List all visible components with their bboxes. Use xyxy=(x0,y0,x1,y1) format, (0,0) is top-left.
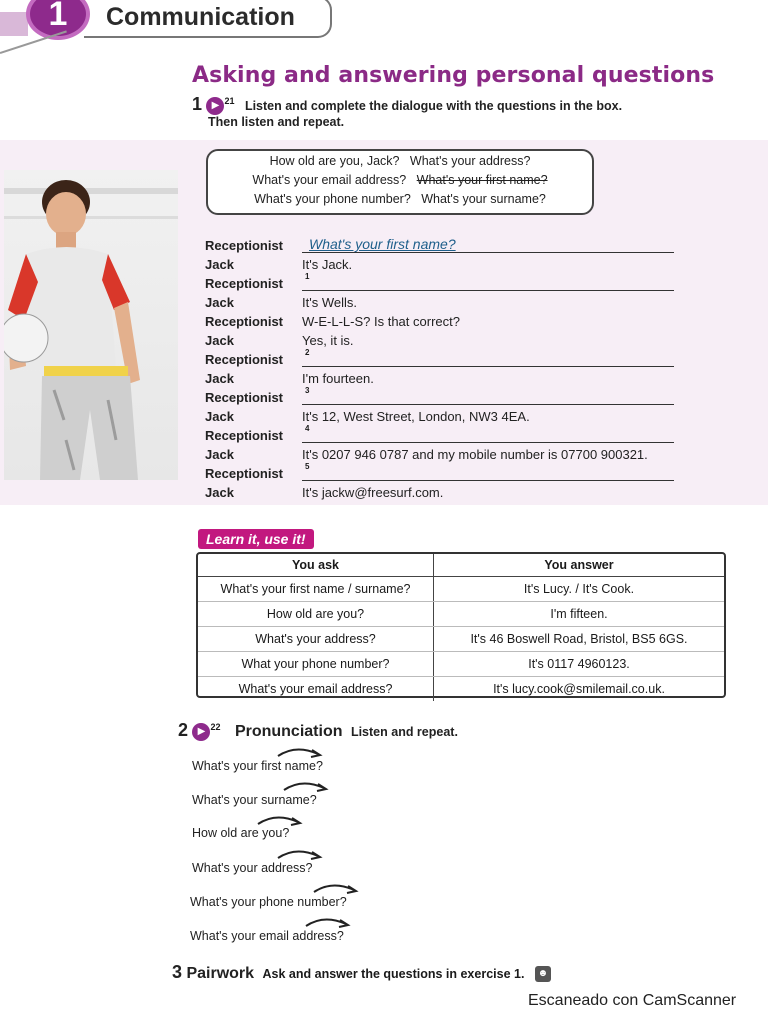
dialogue-text: It's jackw@freesurf.com. xyxy=(302,485,444,500)
table-row xyxy=(198,652,724,677)
boy-illustration xyxy=(4,170,178,480)
learn-table-grid xyxy=(198,554,724,701)
exercise1-track: 21 xyxy=(224,95,235,106)
speaker: Receptionist xyxy=(205,466,284,481)
table-cell: What's your first name / surname? xyxy=(198,577,434,602)
blank-number: 3 xyxy=(305,386,310,395)
exercise1-number: 1 xyxy=(192,94,203,114)
dialogue-text: It's Wells. xyxy=(302,295,357,310)
speaker: Receptionist xyxy=(205,238,284,253)
speaker: Jack xyxy=(205,257,234,272)
dialogue-row xyxy=(205,485,705,504)
dialogue-row xyxy=(205,371,705,390)
intonation-arrow-icon xyxy=(312,880,360,896)
speaker: Receptionist xyxy=(205,428,284,443)
dialogue-row xyxy=(205,462,705,485)
blank-number: 1 xyxy=(305,272,310,281)
pairwork-icon: ☻ xyxy=(535,966,551,982)
answer-line[interactable] xyxy=(302,480,674,481)
dialogue-text: Yes, it is. xyxy=(302,333,354,348)
dialogue-row xyxy=(205,424,705,447)
dialogue-row xyxy=(205,409,705,428)
pronunciation-item: How old are you? xyxy=(192,826,290,840)
learn-table xyxy=(196,552,726,698)
exercise1-instruction-2: Then listen and repeat. xyxy=(208,115,345,129)
table-cell: I'm fifteen. xyxy=(434,602,725,627)
speaker: Jack xyxy=(205,409,234,424)
question-row-2 xyxy=(208,173,592,187)
dialogue-row xyxy=(205,272,705,295)
exercise3-number: 3 xyxy=(172,962,183,982)
question-option: What's your email address? xyxy=(252,173,407,187)
intonation-arrow-icon xyxy=(276,744,324,760)
speaker: Receptionist xyxy=(205,390,284,405)
unit-title xyxy=(84,0,332,38)
table-row xyxy=(198,627,724,652)
table-header-row xyxy=(198,554,724,577)
question-option: What's your surname? xyxy=(421,192,546,206)
question-option: What's your phone number? xyxy=(254,192,411,206)
blank-number: 4 xyxy=(305,424,310,433)
dialogue-row xyxy=(205,238,705,257)
exercise2-number: 2 xyxy=(178,720,189,740)
pronunciation-item: What's your first name? xyxy=(192,759,323,773)
audio-icon[interactable]: ▶ xyxy=(206,97,224,115)
question-option: What's your address? xyxy=(409,154,531,168)
speaker: Receptionist xyxy=(205,314,284,329)
learn-it-tag: Learn it, use it! xyxy=(198,529,314,549)
dialogue-text: W-E-L-L-S? Is that correct? xyxy=(302,314,460,329)
table-cell: What's your email address? xyxy=(198,677,434,702)
dialogue-row xyxy=(205,257,705,276)
question-row-1 xyxy=(208,154,592,168)
table-cell: It's 46 Boswell Road, Bristol, BS5 6GS. xyxy=(434,627,725,652)
speaker: Jack xyxy=(205,333,234,348)
unit-number: 1 xyxy=(48,0,68,33)
table-cell: It's lucy.cook@smilemail.co.uk. xyxy=(493,682,665,696)
exercise3-title: Pairwork xyxy=(186,965,255,982)
question-option-used: What's your first name? xyxy=(416,173,548,187)
answer-line[interactable] xyxy=(302,404,674,405)
speaker: Receptionist xyxy=(205,352,284,367)
pronunciation-item: What's your email address? xyxy=(190,929,344,943)
dialogue-text: I'm fourteen. xyxy=(302,371,374,386)
unit-title-text: Communication xyxy=(106,2,295,31)
scanner-watermark: Escaneado con CamScanner xyxy=(528,992,737,1009)
dialogue-row xyxy=(205,447,705,466)
table-cell: It's 0117 4960123. xyxy=(434,652,725,677)
pronunciation-item: What's your address? xyxy=(192,861,313,875)
pronunciation-item: What's your phone number? xyxy=(190,895,347,909)
table-cell: What your phone number? xyxy=(198,652,434,677)
speaker: Jack xyxy=(205,371,234,386)
dialogue-row xyxy=(205,314,705,333)
exercise2-instruction: Listen and repeat. xyxy=(350,725,458,739)
pronunciation-item: What's your surname? xyxy=(192,793,317,807)
dialogue-text: It's Jack. xyxy=(302,257,353,272)
section-title: Asking and answering personal questions xyxy=(192,63,715,88)
table-cell: It's Lucy. / It's Cook. xyxy=(434,577,725,602)
question-row-3 xyxy=(208,192,592,206)
blank-number: 2 xyxy=(305,348,310,357)
question-option: How old are you, Jack? xyxy=(269,154,400,168)
answer-line[interactable] xyxy=(302,290,674,291)
answer-line[interactable] xyxy=(302,442,674,443)
column-header-ask: You ask xyxy=(198,554,434,577)
intonation-arrow-icon xyxy=(256,812,304,828)
exercise2-title: Pronunciation xyxy=(234,723,343,740)
exercise2-track: 22 xyxy=(210,721,221,732)
blank-number: 5 xyxy=(305,462,310,471)
photo-jack xyxy=(4,170,178,480)
answer-example: What's your first name? xyxy=(309,236,456,252)
corner-stripe xyxy=(0,12,28,36)
answer-line xyxy=(302,252,674,253)
table-row xyxy=(198,677,724,702)
exercise2-heading xyxy=(178,720,458,741)
exercise1-heading xyxy=(192,94,712,115)
dialogue-row xyxy=(205,295,705,314)
intonation-arrow-icon xyxy=(304,914,352,930)
question-box xyxy=(206,149,594,215)
audio-icon[interactable]: ▶ xyxy=(192,723,210,741)
speaker: Jack xyxy=(205,485,234,500)
dialogue-row xyxy=(205,348,705,371)
dialogue-row xyxy=(205,386,705,409)
table-row xyxy=(198,577,724,602)
dialogue-row xyxy=(205,333,705,352)
table-row xyxy=(198,602,724,627)
dialogue-text: It's 0207 946 0787 and my mobile number is 07700 900321. xyxy=(302,447,648,462)
dialogue-text: It's 12, West Street, London, NW3 4EA. xyxy=(302,409,530,424)
intonation-arrow-icon xyxy=(282,778,330,794)
table-cell: How old are you? xyxy=(198,602,434,627)
speaker: Receptionist xyxy=(205,276,284,291)
intonation-arrow-icon xyxy=(276,846,324,862)
speaker: Jack xyxy=(205,447,234,462)
column-header-answer: You answer xyxy=(434,554,725,577)
exercise3-heading xyxy=(172,962,551,983)
exercise1-instruction: Listen and complete the dialogue with the questions in the box. xyxy=(244,99,623,113)
exercise3-instruction: Ask and answer the questions in exercise 1. xyxy=(262,967,525,981)
speaker: Jack xyxy=(205,295,234,310)
table-cell: What's your address? xyxy=(198,627,434,652)
answer-line[interactable] xyxy=(302,366,674,367)
